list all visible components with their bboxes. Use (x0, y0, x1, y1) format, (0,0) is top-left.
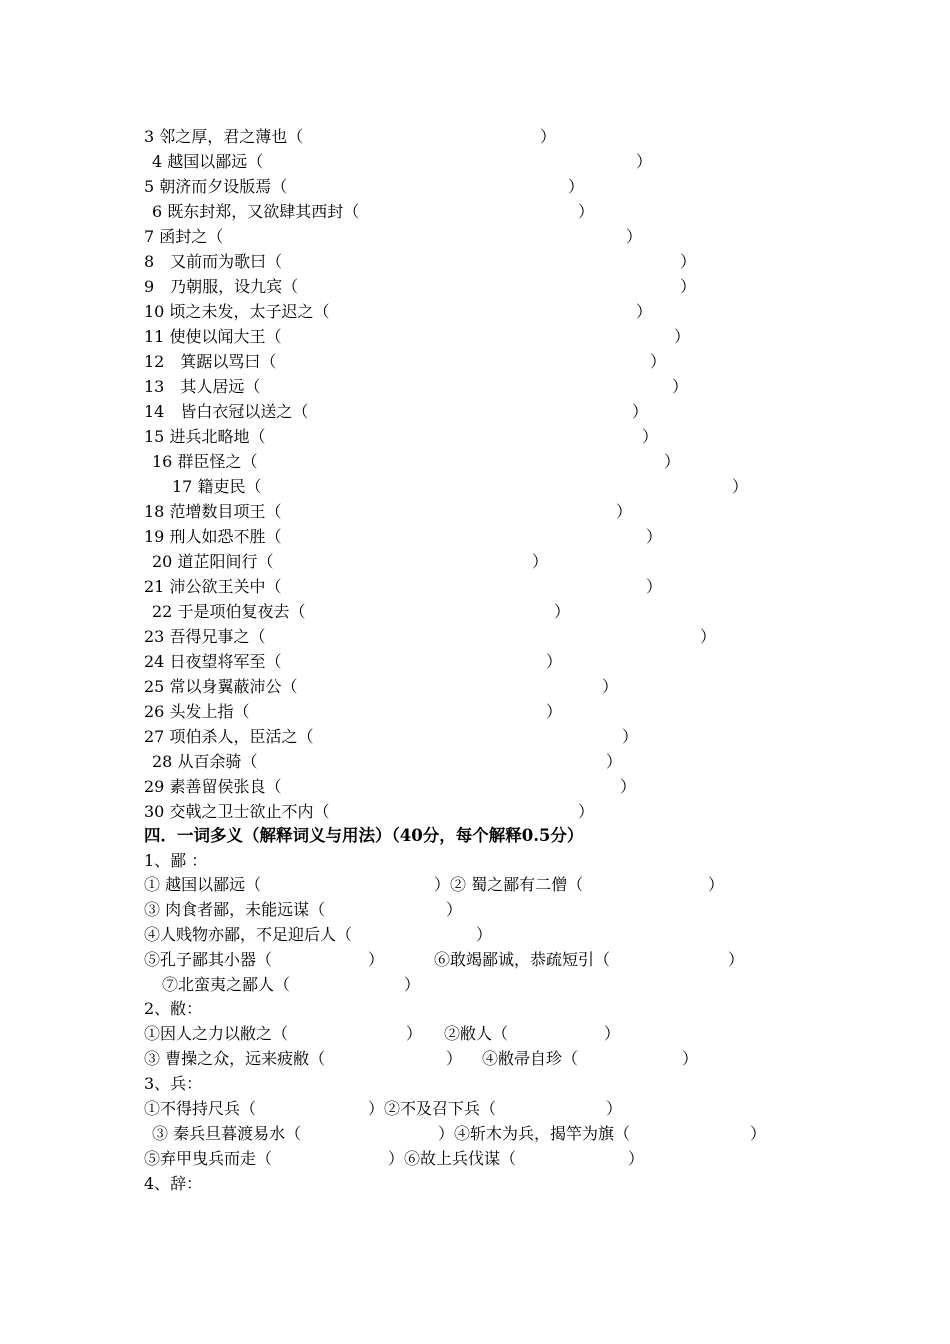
document-page: 3 邻之厚，君之薄也（ ） 4 越国以鄙远（ ） 5 朝济而夕设版焉（ ） 6 既东封郑，又欲肆其西封（ ） 7 函封之（ ） 8 又前而为歌曰（ ） 9 乃朝服，设九宾（ ） 10 顷之未发，太子迟之（ ） 11 使使以闻大王（ ） 12 箕踞以骂曰（ ） 13 其人居远（ ） 14 皆白衣冠以送之（ ） 15 进兵北略地（ ） 16 群臣怪之（ ） 17 籍吏民（ ） 18 范增数目项王（ ） 19 刑人如恐不胜（ ） 20 道芷阳间行（ ） 21 沛公欲王关中（ ） 22 于是项伯复夜去（ ） 23 吾得兄事之（ ） 24 日夜望将军至（ ） 25 常以身翼蔽沛公（ ） 26 头发上指（ ） 27 项伯杀人，臣活之（ ） 28 从百余骑（ ） 29 素善留侯张良（ ） 30 交戟之卫士欲止不内（ ） 四．一词多义（解释词义与用法）（40分，每个解释0.5分） 1、鄙 ： ① 越国以鄙远（ ）② 蜀之鄙有二僧（ ） ③ 肉食者鄙，未能远谋（ ） ④人贱物亦鄙，不足迎后人（ ） ⑤孔子鄙其小器（ ） ⑥敢竭鄙诚，恭疏短引（ ） ⑦北蛮夷之鄙人（ ） 2、敝： ①因人之力以敝之（ ） ②敝人（ ） ③ 曹操之众，远来疲敝（ ） ④敝帚自珍（ ） 3、兵： ①不得持尺兵（ ）②不及召下兵（ ） ③ 秦兵旦暮渡易水（ ）④斩木为兵，揭竿为旗（ ） ⑤弃甲曳兵而走（ ）⑥故上兵伐谋（ ） 4、辞： (144, 127, 767, 1193)
